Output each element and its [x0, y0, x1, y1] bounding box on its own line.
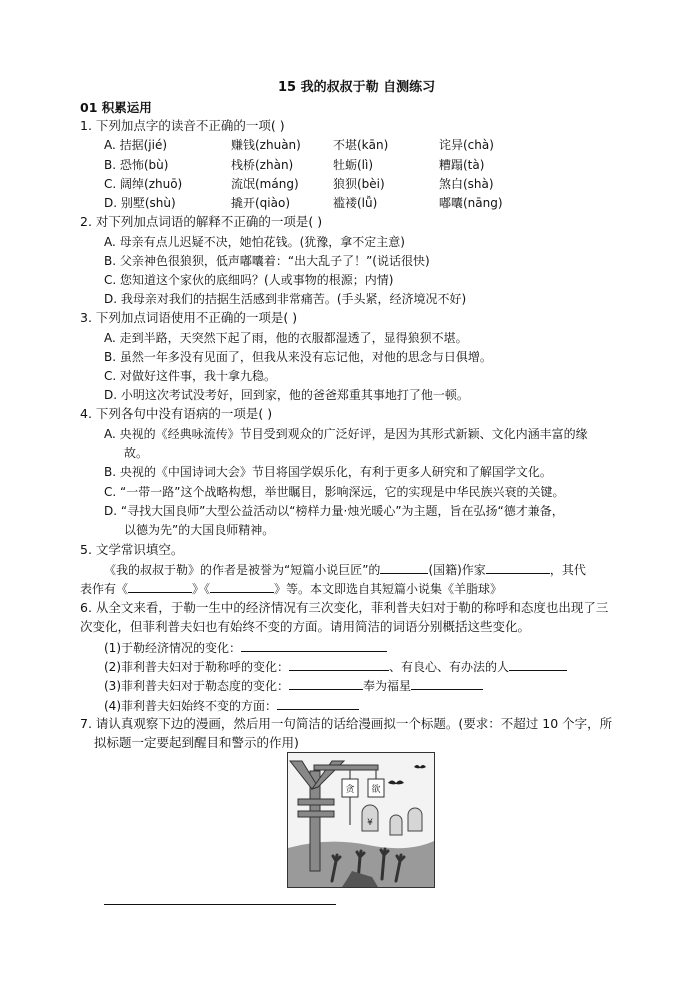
question-2-stem: 2. 对下列加点词语的解释不正确的一项是( ): [80, 214, 323, 229]
author-blank[interactable]: [486, 561, 550, 574]
tombstone-yen-text: ¥: [367, 818, 373, 828]
q1-option: 糟蹋(tà): [439, 158, 485, 172]
question-1-stem: 1. 下列加点字的读音不正确的一项( ): [80, 118, 285, 133]
q1-option: C. 阔绰(zhuō): [104, 177, 183, 191]
q5-text: 》《: [192, 582, 211, 596]
sign-left-text: 贪: [345, 785, 355, 795]
q5-text: ，其代: [549, 563, 586, 577]
q4-option-a: A. 央视的《经典咏流传》节目受到观众的广泛好评，是因为其形式新颖、文化内涵丰富的缘: [104, 427, 588, 441]
q6-blank-4[interactable]: [277, 697, 359, 710]
q4-option-b: B. 央视的《中国诗词大会》节目将国学娱乐化，有利于更多人研究和了解国学文化。: [104, 465, 552, 479]
q1-option: 赚钱(zhuàn): [231, 138, 301, 152]
cartoon-image: [287, 752, 435, 888]
work-blank-2[interactable]: [210, 580, 274, 593]
q5-line-1: [104, 561, 586, 578]
q3-option-a: A. 走到半路，天突然下起了雨，他的衣服都湿透了，显得狼狈不堪。: [104, 331, 468, 345]
q6-item-1: [104, 639, 387, 656]
q6-item-label: (1)于勒经济情况的变化：: [104, 641, 241, 655]
q2-option-c: C. 您知道这个家伙的底细吗？(人或事物的根源；内情): [104, 273, 394, 287]
q3-option-b: B. 虽然一年多没有见面了，但我从来没有忘记他，对他的思念与日俱增。: [104, 350, 492, 364]
q6-item-2: [104, 658, 567, 675]
question-4-stem: 4. 下列各句中没有语病的一项是( ): [80, 406, 273, 421]
q1-option: 牡蛎(lì): [333, 158, 374, 172]
answer-blank-line[interactable]: [104, 904, 336, 905]
q1-option: 撬开(qiào): [231, 196, 291, 210]
q1-option: A. 拮据(jié): [104, 138, 168, 152]
q6-blank-2a[interactable]: [289, 658, 389, 671]
q5-text: 《我的叔叔于勒》的作者是被誉为“短篇小说巨匠”的: [104, 563, 381, 577]
section-heading: 01 积累运用: [80, 100, 152, 115]
q5-text: (国籍)作家: [428, 563, 486, 577]
q6-blank-1[interactable]: [241, 639, 387, 652]
q5-text: 》等。本文即选自其短篇小说集《羊脂球》: [274, 582, 503, 596]
q6-blank-2b[interactable]: [509, 658, 567, 671]
q1-option: 狼狈(bèi): [333, 177, 385, 191]
work-blank-1[interactable]: [128, 580, 192, 593]
q5-text: 表作有《: [80, 582, 129, 596]
q6-item-text: 奉为福星: [363, 679, 412, 693]
q6-item-3: [104, 677, 483, 694]
nationality-blank[interactable]: [380, 561, 428, 574]
q1-option: 煞白(shà): [439, 177, 494, 191]
question-3-stem: 3. 下列加点词语使用不正确的一项是( ): [80, 310, 298, 325]
q6-item-label: (2)菲利普夫妇对于勒称呼的变化：: [104, 660, 289, 674]
q1-option: 不堪(kān): [333, 138, 389, 152]
q4-option-d: D. “寻找大国良师”大型公益活动以“榜样力量·烛光暖心”为主题，旨在弘扬“德才兼备，: [104, 504, 564, 518]
q2-option-a: A. 母亲有点儿迟疑不决，她怕花钱。(犹豫，拿不定主意): [104, 235, 405, 249]
q6-blank-3a[interactable]: [289, 677, 363, 690]
q1-option: 褴褛(lǚ): [333, 196, 378, 210]
page-title: 15 我的叔叔于勒 自测练习: [278, 80, 436, 95]
q1-option: B. 恐怖(bù): [104, 158, 169, 172]
q4-option-c: C. “一带一路”这个战略构想，举世瞩目，影响深远，它的实现是中华民族兴衰的关键。: [104, 485, 565, 499]
q6-blank-3b[interactable]: [411, 677, 483, 690]
q2-option-d: D. 我母亲对我们的拮据生活感到非常痛苦。(手头紧，经济境况不好): [104, 292, 467, 306]
q6-item-label: (4)菲利普夫妇始终不变的方面：: [104, 699, 277, 713]
q3-option-d: D. 小明这次考试没考好，回到家，他的爸爸郑重其事地打了他一顿。: [104, 388, 469, 402]
q1-option: 嘟囔(nāng): [439, 196, 503, 210]
q1-option: D. 别墅(shù): [104, 196, 176, 210]
q1-option: 流氓(máng): [231, 177, 299, 191]
q4-option-a-cont: 故。: [124, 446, 149, 460]
q4-option-d-cont: 以德为先”的大国良师精神。: [124, 523, 275, 537]
question-6-stem-2: 次变化，但菲利普夫妇也有始终不变的方面。请用简洁的词语分别概括这些变化。: [80, 619, 531, 634]
q1-option: 诧异(chà): [439, 138, 494, 152]
q6-item-label: (3)菲利普夫妇对于勒态度的变化：: [104, 679, 289, 693]
q3-option-c: C. 对做好这件事，我十拿九稳。: [104, 369, 277, 383]
question-6-stem-1: 6. 从全文来看，于勒一生中的经济情况有三次变化，菲利普夫妇对于勒的称呼和态度也出现了三: [80, 600, 609, 615]
cartoon-illustration: [288, 753, 434, 887]
question-5-stem: 5. 文学常识填空。: [80, 542, 184, 557]
q1-option: 栈桥(zhàn): [231, 158, 294, 172]
sign-right-text: 欲: [371, 785, 381, 795]
question-7-stem-1: 7. 请认真观察下边的漫画，然后用一句简洁的话给漫画拟一个标题。(要求：不超过 10 个字，所: [80, 716, 613, 731]
q6-item-text: 、有良心、有办法的人: [389, 660, 510, 674]
q2-option-b: B. 父亲神色很狼狈，低声嘟囔着：“出大乱子了！”(说话很快): [104, 254, 430, 268]
q6-item-4: [104, 697, 359, 714]
q5-line-2: [80, 580, 502, 597]
question-7-stem-2: 拟标题一定要起到醒目和警示的作用): [94, 735, 299, 750]
